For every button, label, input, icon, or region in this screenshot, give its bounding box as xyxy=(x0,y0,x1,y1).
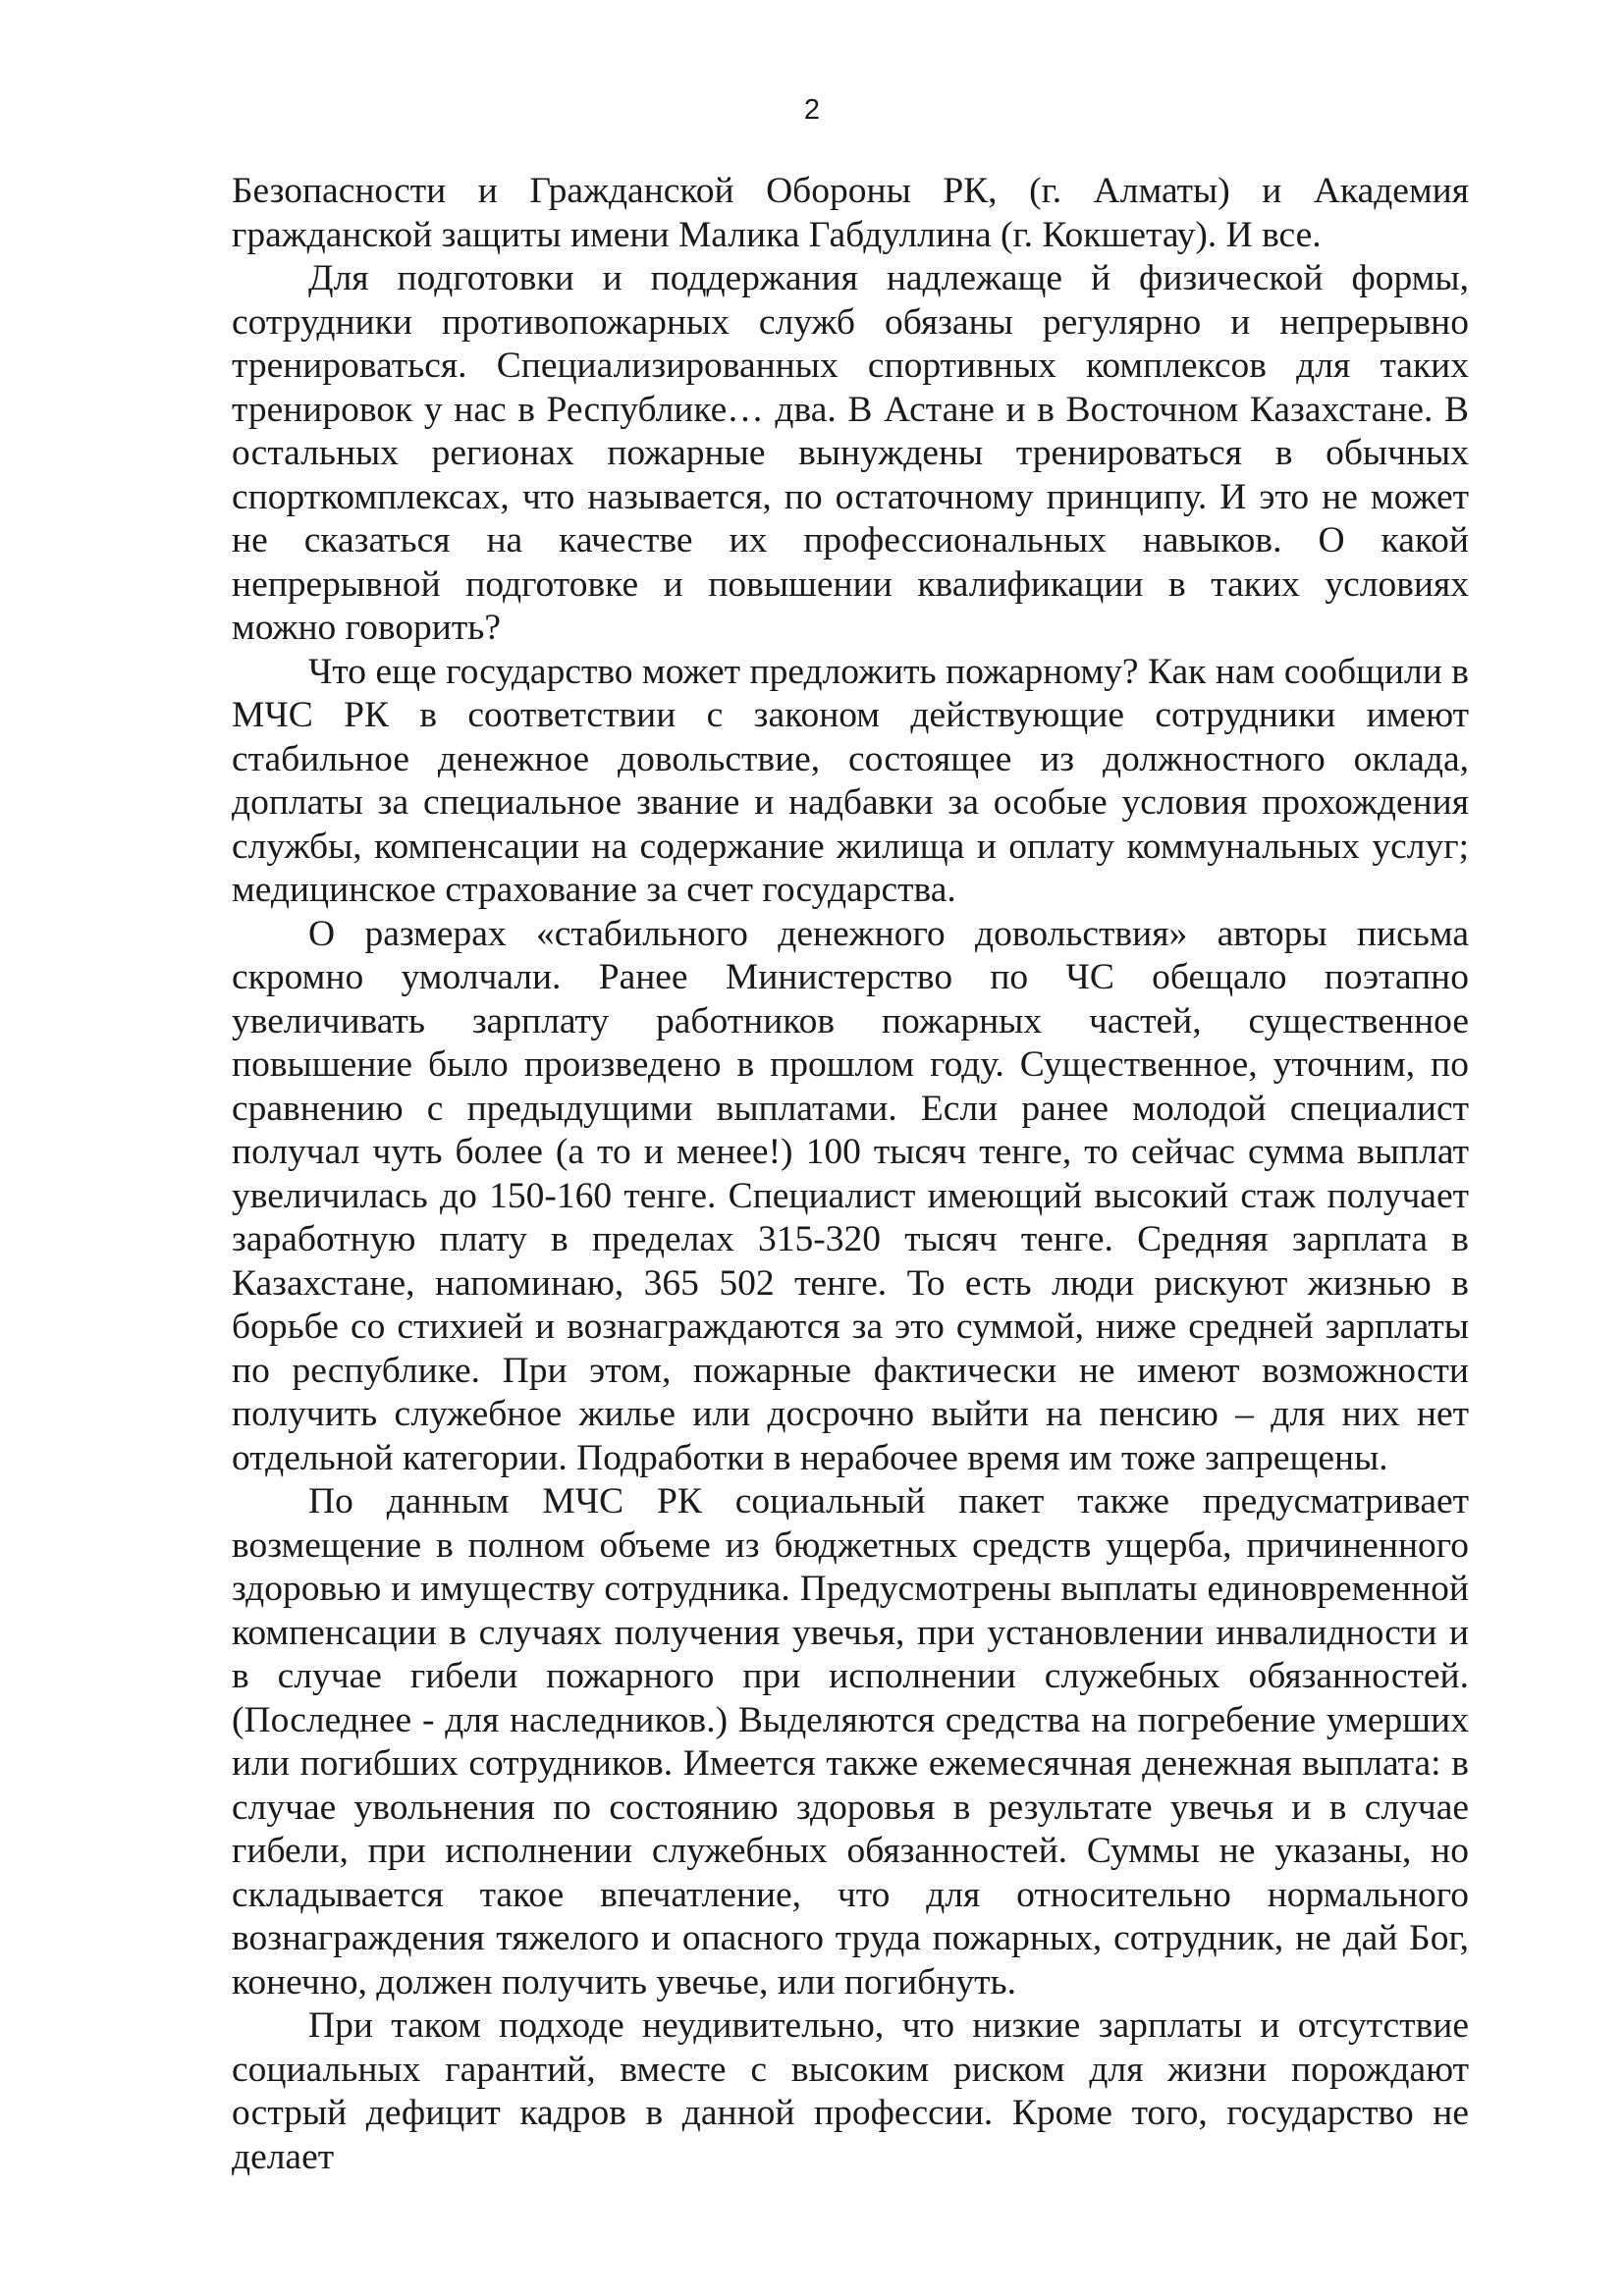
paragraph-salary: О размерах «стабильного денежного довольствия» авторы письма скромно умолчали. Ранее Министерство по ЧС обещало поэтапно увеличивать зарплату работников пожарных частей, существенное повышение было произведено в прошлом году. Существенное, уточним, по сравнению с предыдущими выплатами. Если ранее молодой специалист получал чуть более (а то и менее!) 100 тысяч тенге, то сейчас сумма выплат увеличилась до 150-160 тенге. Специалист имеющий высокий стаж получает заработную плату в пределах 315-320 тысяч тенге. Средняя зарплата в Казахстане, напоминаю, 365 502 тенге. То есть люди рискуют жизнью в борьбе со стихией и вознаграждаются за это суммой, ниже средней зарплаты по республике. При этом, пожарные фактически не имеют возможности получить служебное жилье или досрочно выйти на пенсию – для них нет отдельной категории. Подработки в нерабочее время им тоже запрещены. xyxy=(232,913,1469,1478)
paragraph-state-offer: Что еще государство может предложить пожарному? Как нам сообщили в МЧС РК в соответствии с законом действующие сотрудники имеют стабильное денежное довольствие, состоящее из должностного оклада, доплаты за специальное звание и надбавки за особые условия прохождения службы, компенсации на содержание жилища и оплату коммунальных услуг; медицинское страхование за счет государства. xyxy=(232,651,1469,910)
page-number: 2 xyxy=(803,94,821,126)
paragraph-social-package: По данным МЧС РК социальный пакет также предусматривает возмещение в полном объеме из бюджетных средств ущерба, причиненного здоровью и имуществу сотрудника. Предусмотрены выплаты единовременной компенсации в случаях получения увечья, при установлении инвалидности и в случае гибели пожарного при исполнении служебных обязанностей. (Последнее - для наследников.) Выделяются средства на погребение умерших или погибших сотрудников. Имеется также ежемесячная денежная выплата: в случае увольнения по состоянию здоровья в результате увечья и в случае гибели, при исполнении служебных обязанностей. Суммы не указаны, но складывается такое впечатление, что для относительно нормального вознаграждения тяжелого и опасного труда пожарных, сотрудник, не дай Бог, конечно, должен получить увечье, или погибнуть. xyxy=(232,1481,1469,2002)
paragraph-staff-shortage: При таком подходе неудивительно, что низкие зарплаты и отсутствие социальных гарантий, вместе с высоким риском для жизни порождают острый дефицит кадров в данной профессии. Кроме того, государство не делает xyxy=(232,2005,1469,2177)
paragraph-continuation: Безопасности и Гражданской Обороны РК, (г. Алматы) и Академия гражданской защиты имени Малика Габдуллина (г. Кокшетау). И все. xyxy=(232,171,1469,255)
document-body xyxy=(232,170,1469,2179)
paragraph-training: Для подготовки и поддержания надлежаще й физической формы, сотрудники противопожарных служб обязаны регулярно и непрерывно тренироваться. Специализированных спортивных комплексов для таких тренировок у нас в Республике… два. В Астане и в Восточном Казахстане. В остальных регионах пожарные вынуждены тренироваться в обычных спорткомплексах, что называется, по остаточному принципу. И это не может не сказаться на качестве их профессиональных навыков. О какой непрерывной подготовке и повышении квалификации в таких условиях можно говорить? xyxy=(232,258,1469,648)
